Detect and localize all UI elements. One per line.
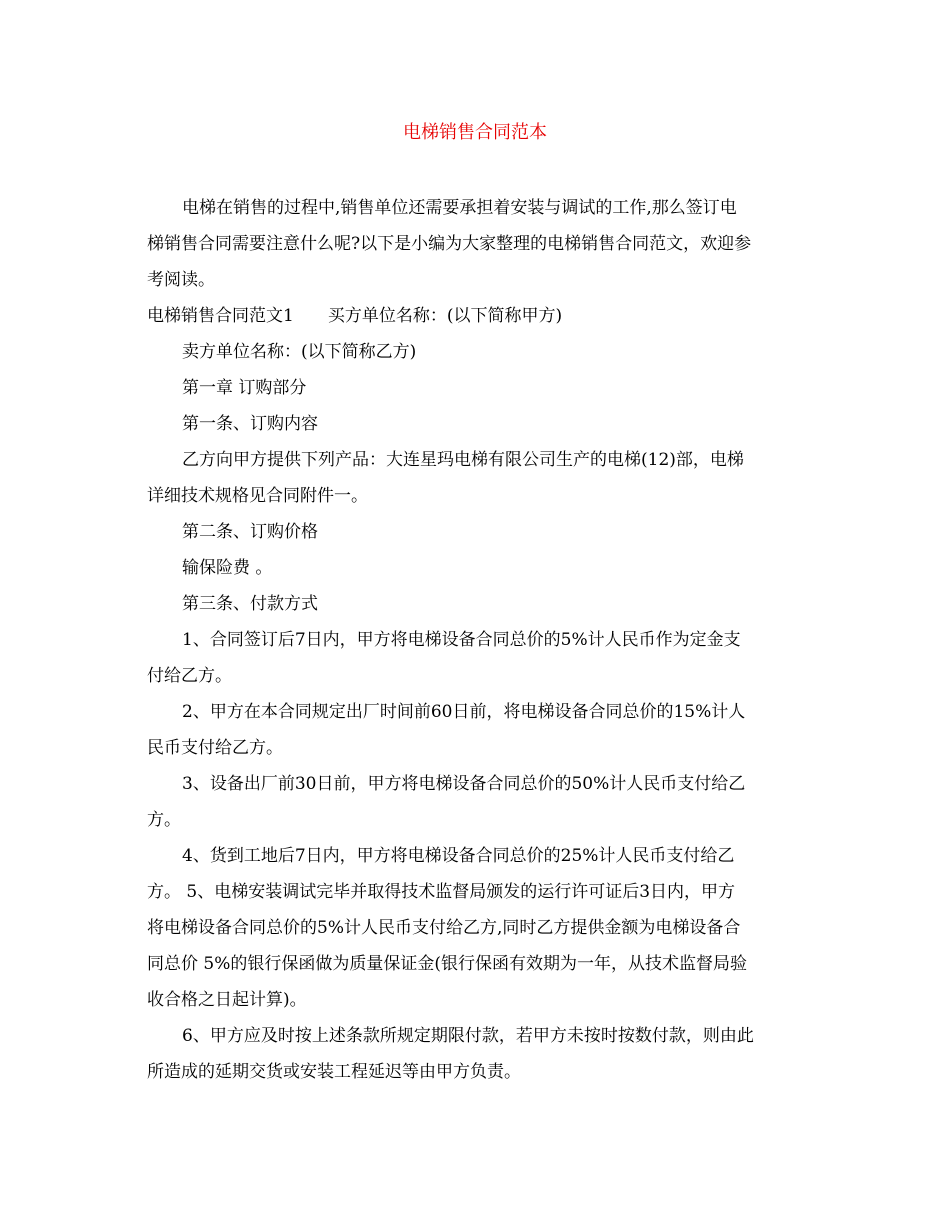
paragraph-line: 第二条、订购价格 — [182, 522, 318, 542]
paragraph-line: 卖方单位名称：(以下简称乙方) — [182, 342, 417, 362]
paragraph-line: 2、甲方在本合同规定出厂时间前60日前，将电梯设备合同总价的15%计人 — [182, 702, 746, 722]
paragraph-line: 乙方向甲方提供下列产品：大连星玛电梯有限公司生产的电梯(12)部，电梯 — [182, 450, 744, 470]
paragraph — [147, 694, 809, 766]
paragraph-line: 同总价 5%的银行保函做为质量保证金(银行保函有效期为一年，从技术监督局验 — [147, 954, 748, 974]
paragraph — [147, 550, 809, 586]
paragraph-line: 6、甲方应及时按上述条款所规定期限付款，若甲方未按时按数付款，则由此 — [182, 1026, 754, 1046]
document-title: 电梯销售合同范本 — [403, 122, 547, 143]
paragraph — [147, 766, 809, 838]
paragraph-line: 民币支付给乙方。 — [147, 738, 283, 758]
paragraph — [147, 622, 809, 694]
paragraph-line: 将电梯设备合同总价的5%计人民币支付给乙方,同时乙方提供金额为电梯设备合 — [147, 918, 741, 938]
paragraph — [147, 838, 809, 1018]
paragraph-line: 梯销售合同需要注意什么呢?以下是小编为大家整理的电梯销售合同范文，欢迎参 — [147, 234, 752, 254]
paragraph-line: 第一章 订购部分 — [182, 378, 307, 398]
paragraph-line: 方。 5、电梯安装调试完毕并取得技术监督局颁发的运行许可证后3日内，甲方 — [147, 882, 736, 902]
paragraph — [147, 190, 809, 298]
document-body — [147, 190, 809, 1090]
paragraph-line: 详细技术规格见合同附件一。 — [147, 486, 368, 506]
paragraph-line: 3、设备出厂前30日前，甲方将电梯设备合同总价的50%计人民币支付给乙 — [182, 774, 746, 794]
paragraph-line: 输保险费 。 — [182, 558, 273, 578]
paragraph — [147, 514, 809, 550]
paragraph-line: 电梯销售合同范文1 买方单位名称：(以下简称甲方) — [147, 306, 563, 326]
paragraph-line: 方。 — [147, 810, 181, 830]
paragraph-line: 4、货到工地后7日内，甲方将电梯设备合同总价的25%计人民币支付给乙 — [182, 846, 735, 866]
paragraph-line: 第一条、订购内容 — [182, 414, 318, 434]
paragraph-line: 1、合同签订后7日内，甲方将电梯设备合同总价的5%计人民币作为定金支 — [182, 630, 741, 650]
paragraph-line: 电梯在销售的过程中,销售单位还需要承担着安装与调试的工作,那么签订电 — [182, 198, 737, 218]
paragraph — [147, 334, 809, 370]
paragraph-line: 收合格之日起计算)。 — [147, 990, 307, 1010]
paragraph-line: 第三条、付款方式 — [182, 594, 318, 614]
paragraph — [147, 298, 809, 334]
paragraph — [147, 406, 809, 442]
paragraph-line: 付给乙方。 — [147, 666, 232, 686]
paragraph — [147, 1018, 809, 1090]
paragraph — [147, 586, 809, 622]
paragraph-line: 考阅读。 — [147, 270, 215, 290]
paragraph-line: 所造成的延期交货或安装工程延迟等由甲方负责。 — [147, 1062, 521, 1082]
paragraph — [147, 370, 809, 406]
paragraph — [147, 442, 809, 514]
